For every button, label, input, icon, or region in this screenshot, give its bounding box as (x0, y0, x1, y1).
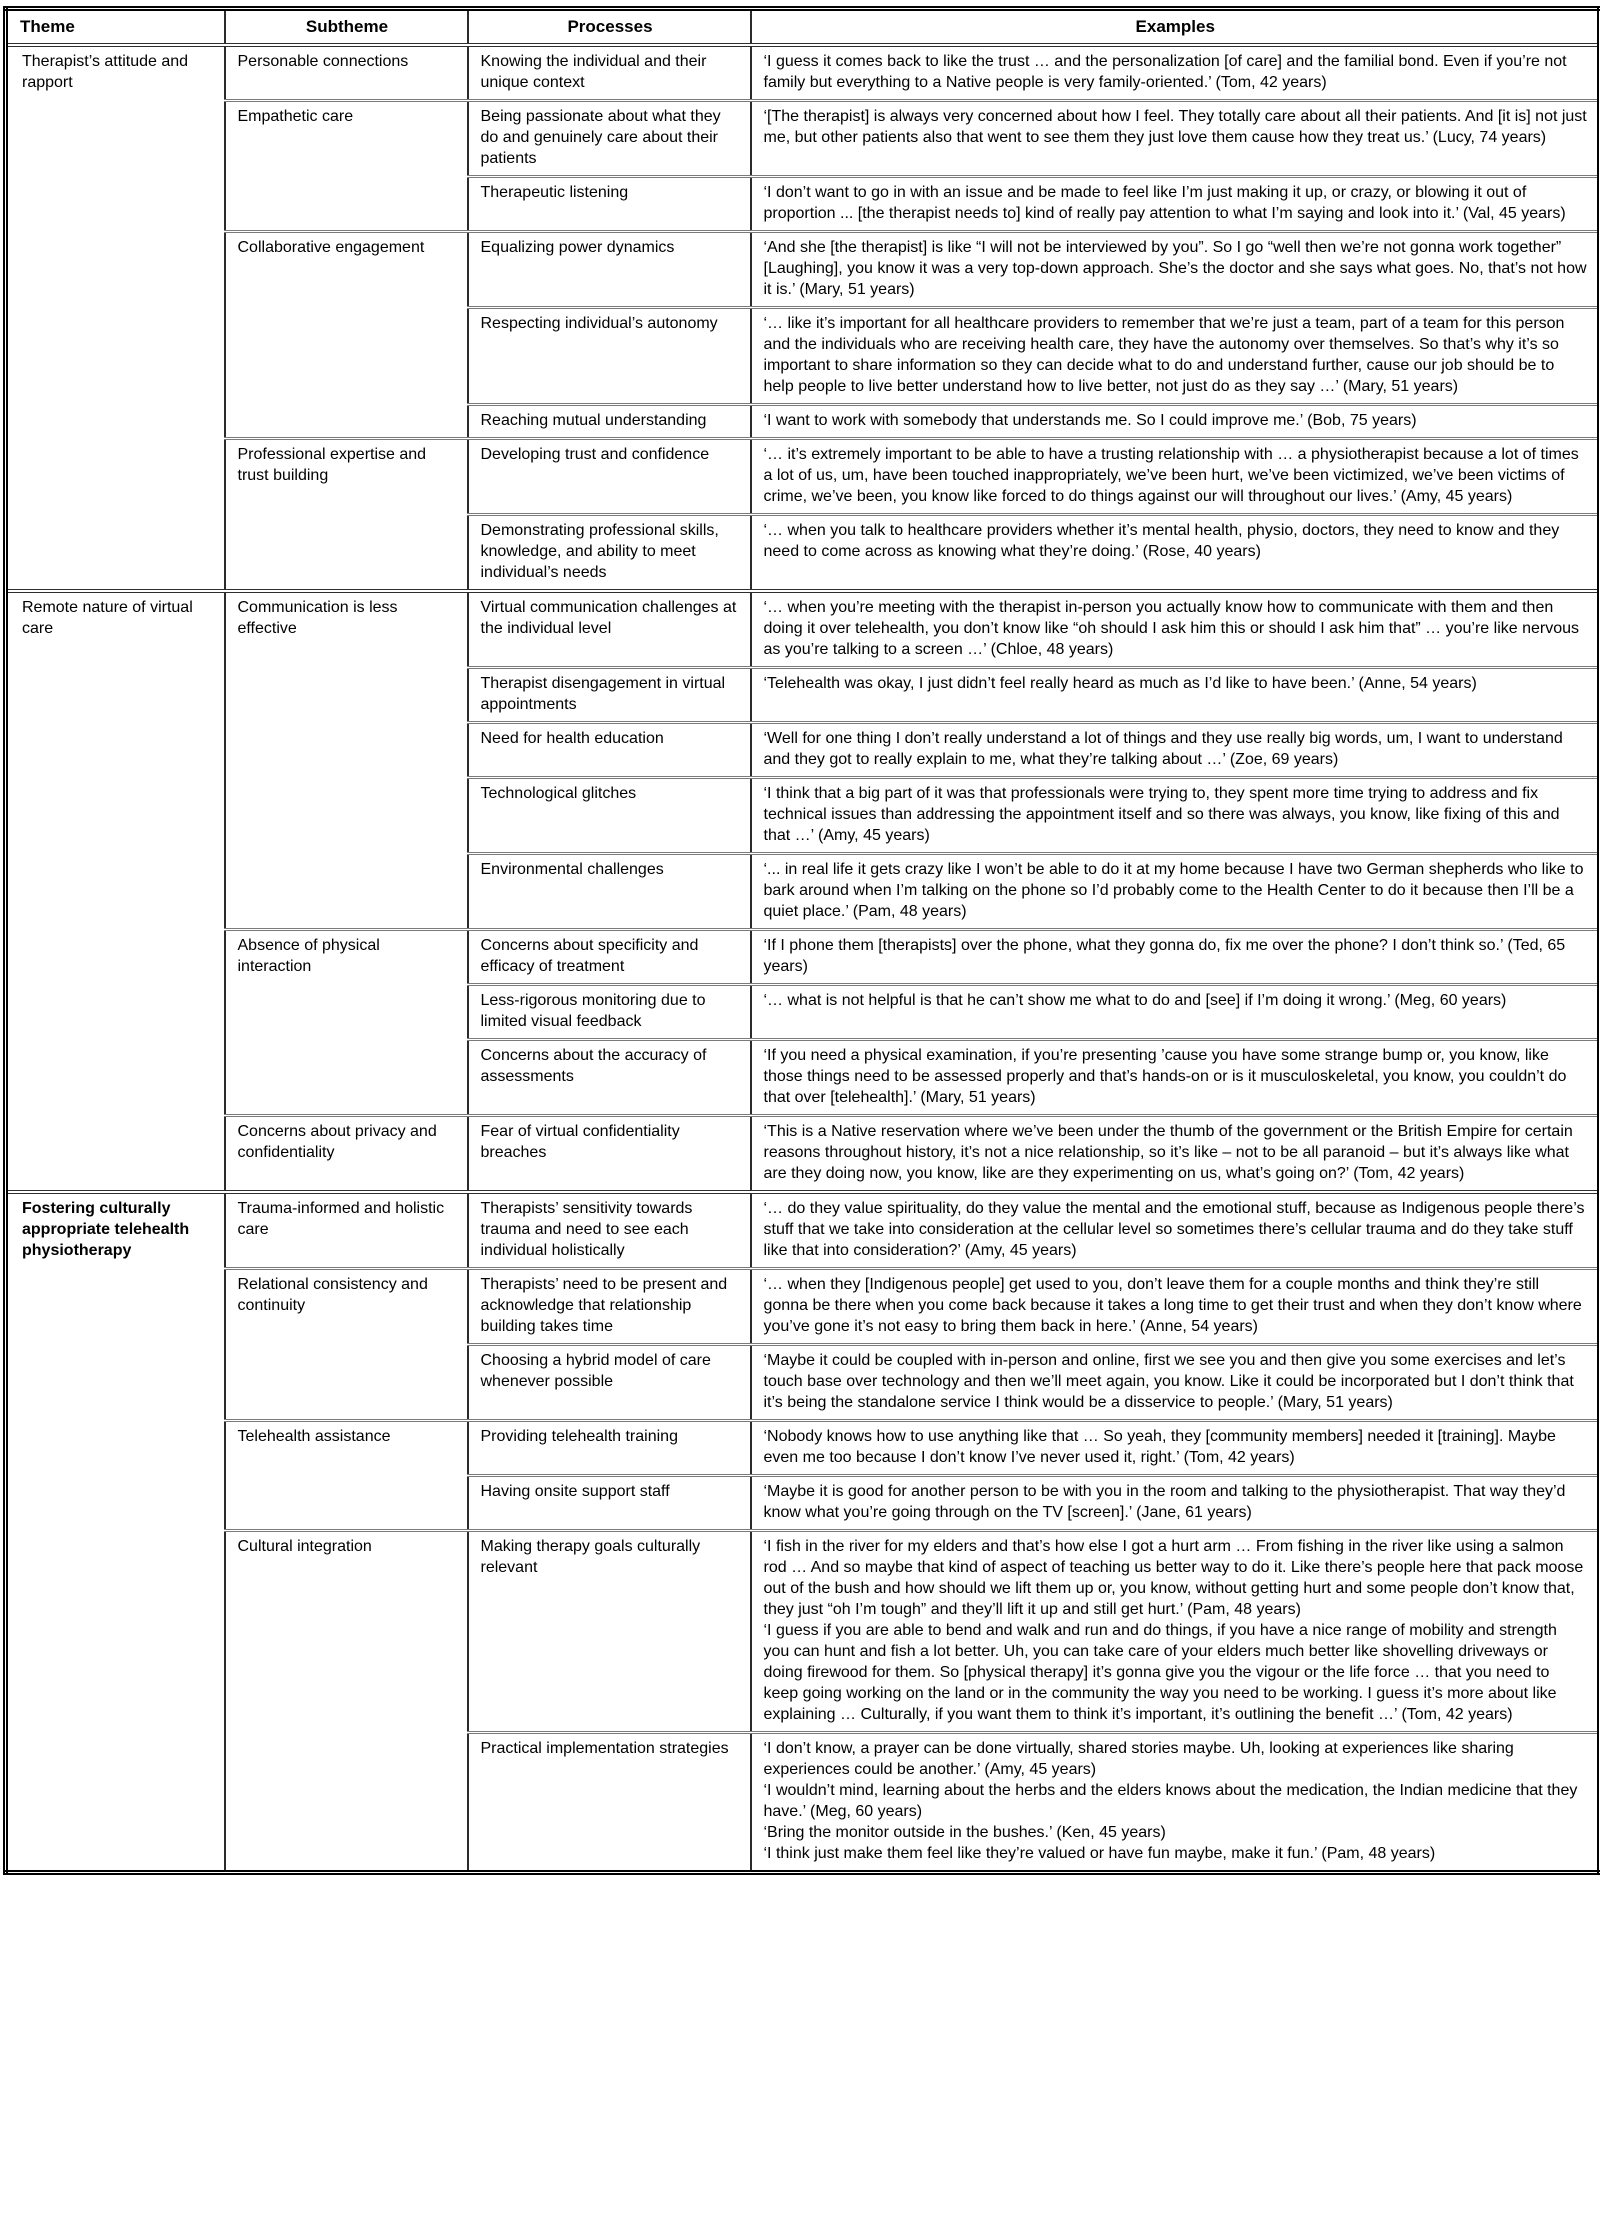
process-cell: Therapists’ sensitivity towards trauma and need to see each individual holistically (468, 1192, 751, 1269)
examples-cell (751, 177, 1600, 232)
example-quote: ‘I wouldn’t mind, learning about the herbs and the elders knows about the medication, the Indian medicine that they have.’ (Meg, 60 years) (763, 1782, 1578, 1820)
examples-cell (751, 1269, 1600, 1345)
examples-cell (751, 1345, 1600, 1421)
subtheme-cell: Absence of physical interaction (225, 930, 468, 1116)
process-cell: Need for health education (468, 723, 751, 778)
process-cell: Developing trust and confidence (468, 439, 751, 515)
header-row (6, 9, 1600, 46)
table-row (6, 1269, 1600, 1345)
theme-cell: Remote nature of virtual care (6, 591, 225, 1192)
table-row (6, 232, 1600, 308)
subtheme-cell: Cultural integration (225, 1531, 468, 1873)
examples-cell (751, 232, 1600, 308)
examples-cell (751, 1192, 1600, 1269)
process-cell: Reaching mutual understanding (468, 405, 751, 439)
column-header-examples: Examples (751, 9, 1600, 46)
subtheme-cell: Collaborative engagement (225, 232, 468, 439)
examples-cell (751, 308, 1600, 405)
example-quote: ‘… it’s extremely important to be able to have a trusting relationship with … a physiotherapist because a lot of times a lot of us, um, have been touched inappropriately, we’ve been hurt, we’ve been victimized, we’ve been victims of crime, we’ve been, you know like forced to do things against our will throughout our lives.’ (Amy, 45 years) (763, 446, 1579, 505)
process-cell: Therapeutic listening (468, 177, 751, 232)
example-quote: ‘... in real life it gets crazy like I won’t be able to do it at my home because I have two German shepherds who like to bark around when I’m talking on the phone so I’d probably come to the Health Center to do it because then I’ll be a quiet place.’ (Pam, 48 years) (763, 861, 1584, 920)
examples-cell (751, 1421, 1600, 1476)
examples-cell (751, 1476, 1600, 1531)
examples-cell (751, 854, 1600, 930)
column-header-processes: Processes (468, 9, 751, 46)
table-header (6, 9, 1600, 46)
table-row (6, 439, 1600, 515)
examples-cell (751, 1733, 1600, 1873)
process-cell: Virtual communication challenges at the individual level (468, 591, 751, 668)
example-quote: ‘… when they [Indigenous people] get used to you, don’t leave them for a couple months and think they’re still gonna be there when you come back because it takes a long time to get their trust and when they don’t know where you’ve gone it’s not easy to bring them back in here.’ (Anne, 54 years) (763, 1276, 1582, 1335)
subtheme-cell: Communication is less effective (225, 591, 468, 930)
example-quote: ‘… when you talk to healthcare providers whether it’s mental health, physio, doctors, they need to know and they need to come across as knowing what they’re doing.’ (Rose, 40 years) (763, 522, 1560, 560)
process-cell: Demonstrating professional skills, knowledge, and ability to meet individual’s needs (468, 515, 751, 592)
example-quote: ‘… like it’s important for all healthcare providers to remember that we’re just a team, part of a team for this person and the individuals who are receiving health care, they have the autonomy over themselves. So that’s why it’s so important to share information so they can decide what to do and understand further, cause our job should be to help people to live better understand how to live better, not just do as they say …’ (Mary, 51 years) (763, 315, 1565, 395)
table-row (6, 591, 1600, 668)
example-quote: ‘… what is not helpful is that he can’t show me what to do and [see] if I’m doing it wrong.’ (Meg, 60 years) (763, 992, 1507, 1009)
subtheme-cell: Professional expertise and trust building (225, 439, 468, 592)
example-quote: ‘[The therapist] is always very concerned about how I feel. They totally care about all their patients. And [it is] not just me, but other patients also that went to see them they just love them cause how they treat us.’ (Lucy, 74 years) (763, 108, 1587, 146)
process-cell: Practical implementation strategies (468, 1733, 751, 1873)
examples-cell (751, 101, 1600, 177)
examples-cell (751, 1040, 1600, 1116)
subtheme-cell: Trauma-informed and holistic care (225, 1192, 468, 1269)
process-cell: Technological glitches (468, 778, 751, 854)
process-cell: Fear of virtual confidentiality breaches (468, 1116, 751, 1193)
process-cell: Having onsite support staff (468, 1476, 751, 1531)
examples-cell (751, 591, 1600, 668)
example-quote: ‘Maybe it could be coupled with in-person and online, first we see you and then give you some exercises and let’s touch base over technology and then we’ll meet again, you know. Like it could be incorporated but I don’t think that it’s being the standalone service I think would be a disservice to people.’ (Mary, 51 years) (763, 1352, 1574, 1411)
example-quote: ‘Well for one thing I don’t really understand a lot of things and they use really big words, um, I want to understand and they got to really explain to me, what they’re talking about …’ (Zoe, 69 years) (763, 730, 1563, 768)
table-row (6, 1531, 1600, 1733)
example-quote: ‘If I phone them [therapists] over the phone, what they gonna do, fix me over the phone? I don’t think so.’ (Ted, 65 years) (763, 937, 1566, 975)
example-quote: ‘I want to work with somebody that understands me. So I could improve me.’ (Bob, 75 years) (763, 412, 1417, 429)
column-header-subtheme: Subtheme (225, 9, 468, 46)
process-cell: Therapists’ need to be present and acknowledge that relationship building takes time (468, 1269, 751, 1345)
subtheme-cell: Personable connections (225, 45, 468, 101)
subtheme-cell: Relational consistency and continuity (225, 1269, 468, 1421)
examples-cell (751, 1531, 1600, 1733)
examples-cell (751, 668, 1600, 723)
examples-cell (751, 930, 1600, 985)
example-quote: ‘I guess if you are able to bend and walk and run and do things, if you have a nice range of mobility and strength you can hunt and fish a lot better. Uh, you can take care of your elders much better like shovelling driveways or doing firewood for them. So [physical therapy] it’s gonna give you the vigour or the life force … that you need to keep going working on the land or in the community the way you need to be working. I guess it’s more about like explaining … Culturally, if you want them to think it’s important, it’s outlining the benefit …’ (Tom, 42 years) (763, 1622, 1557, 1723)
subtheme-cell: Telehealth assistance (225, 1421, 468, 1531)
process-cell: Therapist disengagement in virtual appointments (468, 668, 751, 723)
process-cell: Providing telehealth training (468, 1421, 751, 1476)
themes-table (3, 6, 1600, 1875)
example-quote: ‘I fish in the river for my elders and that’s how else I got a hurt arm … From fishing in the river like using a salmon rod … And so maybe that kind of aspect of teaching us better way to do it. Like there’s people here that pack moose out of the bush and how should we lift them up or, you know, without getting hurt and some people don’t know that, they just “oh I’m tough” and they’ll lift it up and still get hurt.’ (Pam, 48 years) (763, 1538, 1584, 1618)
example-quote: ‘Telehealth was okay, I just didn’t feel really heard as much as I’d like to have been.’ (Anne, 54 years) (763, 675, 1477, 692)
example-quote: ‘I don’t want to go in with an issue and be made to feel like I’m just making it up, or crazy, or blowing it out of proportion ... [the therapist needs to] kind of really pay attention to what I’m saying and look into it.’ (Val, 45 years) (763, 184, 1566, 222)
themes-table-body (6, 45, 1600, 1873)
table-row (6, 1421, 1600, 1476)
example-quote: ‘… when you’re meeting with the therapist in-person you actually know how to communicate with them and then doing it over telehealth, you don’t know like “oh should I ask him this or should I ask him that” … you’re like nervous as you’re talking to a screen …’ (Chloe, 48 years) (763, 599, 1580, 658)
process-cell: Being passionate about what they do and genuinely care about their patients (468, 101, 751, 177)
example-quote: ‘And she [the therapist] is like “I will not be interviewed by you”. So I go “well then we’re not gonna work together” [Laughing], you know it was a very top-down approach. She’s the doctor and she says what goes. No, that’s not how it is.’ (Mary, 51 years) (763, 239, 1587, 298)
process-cell: Concerns about specificity and efficacy of treatment (468, 930, 751, 985)
table-row (6, 1116, 1600, 1193)
examples-cell (751, 515, 1600, 592)
process-cell: Respecting individual’s autonomy (468, 308, 751, 405)
example-quote: ‘I guess it comes back to like the trust … and the personalization [of care] and the familial bond. Even if you’re not family but everything to a Native people is very family-oriented.’ (Tom, 42 years) (763, 53, 1567, 91)
examples-cell (751, 985, 1600, 1040)
example-quote: ‘I think that a big part of it was that professionals were trying to, they spent more time trying to address and fix technical issues than addressing the appointment itself and so there was always, you know, like fixing of this and that …’ (Amy, 45 years) (763, 785, 1560, 844)
process-cell: Environmental challenges (468, 854, 751, 930)
table-row (6, 1192, 1600, 1269)
theme-cell: Therapist’s attitude and rapport (6, 45, 225, 591)
examples-cell (751, 1116, 1600, 1193)
examples-cell (751, 778, 1600, 854)
example-quote: ‘Maybe it is good for another person to be with you in the room and talking to the physiotherapist. That way they’d know what you’re going through on the TV [screen].’ (Jane, 61 years) (763, 1483, 1566, 1521)
table-row (6, 45, 1600, 101)
process-cell: Making therapy goals culturally relevant (468, 1531, 751, 1733)
examples-cell (751, 45, 1600, 101)
example-quote: ‘I don’t know, a prayer can be done virtually, shared stories maybe. Uh, looking at experiences like sharing experiences could be another.’ (Amy, 45 years) (763, 1740, 1514, 1778)
example-quote: ‘If you need a physical examination, if you’re presenting ’cause you have some strange bump or, you know, like those things need to be assessed properly and that’s hands-on or is it musculoskeletal, you know, you couldn’t do that over [telehealth].’ (Mary, 51 years) (763, 1047, 1567, 1106)
example-quote: ‘Nobody knows how to use anything like that … So yeah, they [community members] needed it [training]. Maybe even me too because I don’t know I’ve never used it, right.’ (Tom, 42 years) (763, 1428, 1556, 1466)
table-row (6, 930, 1600, 985)
column-header-theme: Theme (6, 9, 225, 46)
examples-cell (751, 405, 1600, 439)
subtheme-cell: Concerns about privacy and confidentiality (225, 1116, 468, 1193)
examples-cell (751, 439, 1600, 515)
subtheme-cell: Empathetic care (225, 101, 468, 232)
examples-cell (751, 723, 1600, 778)
table-row (6, 101, 1600, 177)
process-cell: Equalizing power dynamics (468, 232, 751, 308)
process-cell: Knowing the individual and their unique context (468, 45, 751, 101)
process-cell: Choosing a hybrid model of care whenever possible (468, 1345, 751, 1421)
process-cell: Less-rigorous monitoring due to limited visual feedback (468, 985, 751, 1040)
example-quote: ‘… do they value spirituality, do they value the mental and the emotional stuff, because as Indigenous people there’s stuff that we take into consideration at the cellular level so sometimes there’s cellular trauma and do they take stuff like that into consideration?’ (Amy, 45 years) (763, 1200, 1585, 1259)
process-cell: Concerns about the accuracy of assessments (468, 1040, 751, 1116)
theme-cell: Fostering culturally appropriate telehealth physiotherapy (6, 1192, 225, 1873)
example-quote: ‘I think just make them feel like they’re valued or have fun maybe, make it fun.’ (Pam, 48 years) (763, 1845, 1436, 1862)
example-quote: ‘Bring the monitor outside in the bushes.’ (Ken, 45 years) (763, 1824, 1166, 1841)
example-quote: ‘This is a Native reservation where we’ve been under the thumb of the government or the British Empire for certain reasons throughout history, it’s not a nice relationship, so it’s like – not to be all paranoid – but it’s always like what are they doing now, you know, like are they experimenting on us, what’s going on?’ (Tom, 42 years) (763, 1123, 1573, 1182)
